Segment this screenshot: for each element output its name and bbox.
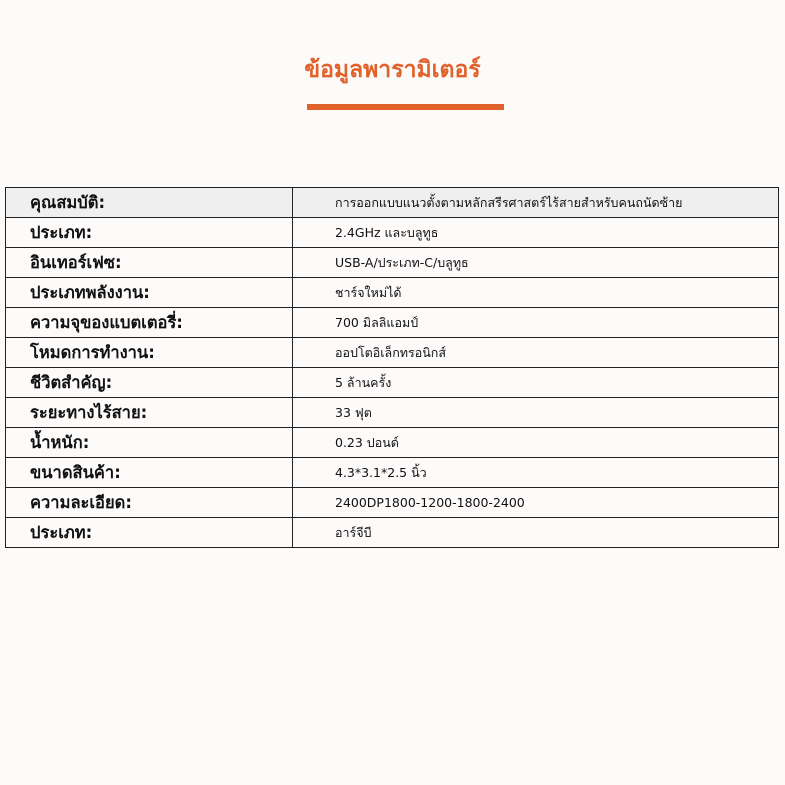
title-underline: [307, 104, 504, 110]
table-row: [6, 188, 779, 218]
row-value: ชาร์จใหม่ได้: [293, 278, 779, 308]
row-value: USB-A/ประเภท-C/บลูทูธ: [293, 248, 779, 278]
row-label: ชีวิตสำคัญ:: [6, 368, 293, 398]
row-value: 2.4GHz และบลูทูธ: [293, 218, 779, 248]
row-label: ขนาดสินค้า:: [6, 458, 293, 488]
page-title: ข้อมูลพารามิเตอร์: [304, 57, 481, 83]
row-value: 5 ล้านครั้ง: [293, 368, 779, 398]
table-row: [6, 338, 779, 368]
row-value: 700 มิลลิแอมป์: [293, 308, 779, 338]
row-label: ความละเอียด:: [6, 488, 293, 518]
table-row: [6, 308, 779, 338]
table-row: [6, 458, 779, 488]
row-label: ระยะทางไร้สาย:: [6, 398, 293, 428]
row-label: โหมดการทำงาน:: [6, 338, 293, 368]
row-value: 4.3*3.1*2.5 นิ้ว: [293, 458, 779, 488]
table-row: [6, 518, 779, 548]
table-row: [6, 428, 779, 458]
table-row: [6, 368, 779, 398]
table-row: [6, 248, 779, 278]
row-label: อินเทอร์เฟซ:: [6, 248, 293, 278]
row-label: ประเภทพลังงาน:: [6, 278, 293, 308]
row-value: 33 ฟุต: [293, 398, 779, 428]
table-row: [6, 218, 779, 248]
row-label: ประเภท:: [6, 518, 293, 548]
table-row: [6, 398, 779, 428]
row-value: ออปโตอิเล็กทรอนิกส์: [293, 338, 779, 368]
table-row: [6, 488, 779, 518]
row-label: ประเภท:: [6, 218, 293, 248]
row-label: ความจุของแบตเตอรี่:: [6, 308, 293, 338]
parameter-table: [5, 187, 779, 548]
row-value: 0.23 ปอนด์: [293, 428, 779, 458]
row-label: น้ำหนัก:: [6, 428, 293, 458]
row-value: อาร์จีบี: [293, 518, 779, 548]
row-value: การออกแบบแนวตั้งตามหลักสรีรศาสตร์ไร้สายสำหรับคนถนัดซ้าย: [293, 188, 779, 218]
table-row: [6, 278, 779, 308]
row-value: 2400DP1800-1200-1800-2400: [293, 488, 779, 518]
row-label: คุณสมบัติ:: [6, 188, 293, 218]
